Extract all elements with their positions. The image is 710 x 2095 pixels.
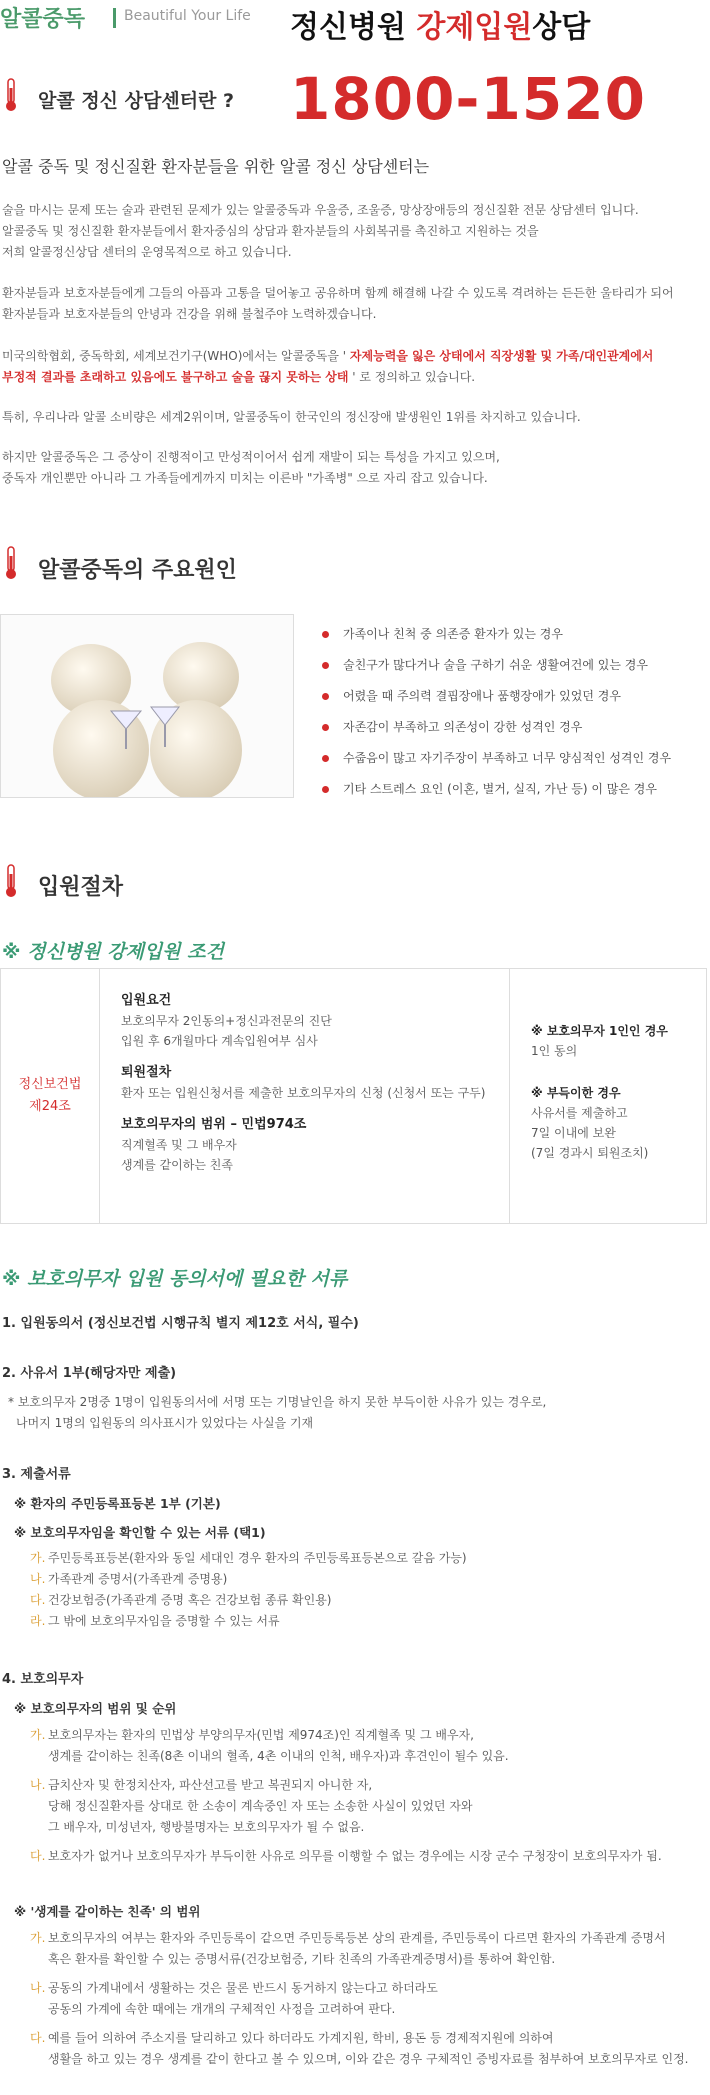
list-item: 가. 주민등록표등본(환자와 동일 세대인 경우 환자의 주민등록표등본으로 갈음 가능) bbox=[30, 1551, 467, 1565]
doc-item-3-sub1: ※ 환자의 주민등록표등본 1부 (기본) bbox=[14, 1496, 221, 1511]
law-cell: 정신보건법 제24조 bbox=[1, 969, 100, 1223]
doc-item-4: 4. 보호의무자 bbox=[2, 1672, 84, 1687]
middle-cell: 입원요건 보호의무자 2인동의+정신과전문의 진단 입원 후 6개월마다 계속입원여부 심사 퇴원절차 환자 또는 입원신청서를 제출한 보호의무자의 신청 (신청서 또는 구두) 보호의무자의 범위 – 민법974조 직계혈족 및 그 배우자 생계를 같이하는 친족 bbox=[99, 969, 510, 1223]
intro-paragraph-4: 특히, 우리나라 알콜 소비량은 세계2위이며, 알콜중독이 한국인의 정신장애 발생원인 1위를 차지하고 있습니다. bbox=[2, 410, 581, 424]
list-item: 자존감이 부족하고 의존성이 강한 성격인 경우 bbox=[322, 712, 710, 743]
header bbox=[0, 0, 710, 45]
doc-item-4-sub2: ※ '생계를 같이하는 친족' 의 범위 bbox=[14, 1904, 201, 1919]
intro-paragraph-3: 미국의학협회, 중독학회, 세계보건기구(WHO)에서는 알콜중독을 ' 자제능력을 잃은 상태에서 직장생활 및 가족/대인관계에서 부정적 결과를 초래하고 있음에도 불구하고 술을 끊지 못하는 상태 ' 로 정의하고 있습니다. bbox=[2, 349, 654, 384]
list-item: 나. 가족관계 증명서(가족관계 증명용) bbox=[30, 1572, 228, 1586]
condition-title: ※ 정신병원 강제입원 조건 bbox=[2, 941, 224, 963]
doc-item-3: 3. 제출서류 bbox=[2, 1467, 71, 1482]
phone-number[interactable]: 1800-1520 bbox=[290, 65, 646, 133]
intro-paragraph-2: 환자분들과 보호자분들에게 그들의 아픔과 고통을 덜어놓고 공유하며 함께 해결해 나갈 수 있도록 격려하는 든든한 울타리가 되어 환자분들과 보호자분들의 안녕과 건강을 위해 불철주야 노력하겠습니다. bbox=[2, 286, 674, 321]
thermometer-icon bbox=[4, 78, 18, 112]
doc-item-2-note: * 보호의무자 2명중 1명이 입원동의서에 서명 또는 기명날인을 하지 못한 부득이한 사유가 있는 경우로, 나머지 1명의 입원동의 의사표시가 있었다는 사실을 기재 bbox=[8, 1395, 547, 1430]
list-item: 다. 건강보험증(가족관계 증명 혹은 건강보험 종류 확인용) bbox=[30, 1593, 332, 1607]
list-item: 나. 금치산자 및 한정치산자, 파산선고를 받고 복권되지 아니한 자, 당해 정신질환자를 상대로 한 소송이 계속중인 자 또는 소송한 사실이 있었던 자와 그 배우자, 미성년자, 행방불명자는 보호의무자가 될 수 없음. bbox=[30, 1778, 473, 1834]
intro-lead: 알콜 중독 및 정신질환 환자분들을 위한 알콜 정신 상담센터는 bbox=[2, 157, 430, 176]
docs-title: ※ 보호의무자 입원 동의서에 필요한 서류 bbox=[2, 1268, 348, 1290]
brand-logo: 알콜중독 bbox=[0, 7, 86, 32]
list-item: 술친구가 많다거나 술을 구하기 쉬운 생활여건에 있는 경우 bbox=[322, 650, 710, 681]
doc-item-3-sub2: ※ 보호의무자임을 확인할 수 있는 서류 (택1) bbox=[14, 1525, 266, 1540]
list-item: 다. 예를 들어 의하여 주소지를 달리하고 있다 하더라도 가계지원, 학비, 용돈 등 경제적지원에 의하여 생활을 하고 있는 경우 생계를 같이 한다고 볼 수 있으며, 이와 같은 경우 구체적인 증빙자료를 첨부하여 보호의무자로 인정. bbox=[30, 2031, 689, 2066]
list-item: 나. 공동의 가계내에서 생활하는 것은 물론 반드시 동거하지 않는다고 하더라도 공동의 가계에 속한 때에는 개개의 구체적인 사정을 고려하여 판다. bbox=[30, 1981, 438, 2016]
intro-paragraph-1: 술을 마시는 문제 또는 술과 관련된 문제가 있는 알콜중독과 우울증, 조울증, 망상장애등의 정신질환 전문 상담센터 입니다. 알콜중독 및 정신질환 환자분들에서 환자중심의 상담과 환자분들의 사회복귀를 촉진하고 지원하는 것을 저희 알콜정신상담 센터의 운영목적으로 하고 있습니다. bbox=[2, 203, 639, 259]
list-item: 가. 보호의무자는 환자의 민법상 부양의무자(민법 제974조)인 직계혈족 및 그 배우자, 생계를 같이하는 친족(8촌 이내의 혈족, 4촌 이내의 인척, 배우자)과 후견인이 될수 있음. bbox=[30, 1728, 509, 1763]
doc-item-2: 2. 사유서 1부(해당자만 제출) bbox=[2, 1366, 177, 1381]
headline-part2: 상담 bbox=[532, 10, 591, 45]
list-item: 다. 보호자가 없거나 보호의무자가 부득이한 사유로 의무를 이행할 수 없는 경우에는 시장 군수 구청장이 보호의무자가 됨. bbox=[30, 1849, 662, 1863]
condition-table bbox=[0, 968, 707, 1224]
doc-item-4-sub1: ※ 보호의무자의 범위 및 순위 bbox=[14, 1701, 177, 1716]
procedure-title: 입원절차 bbox=[38, 875, 124, 900]
doc-item-4-list2 bbox=[30, 1928, 705, 2070]
toast-illustration bbox=[0, 614, 294, 798]
causes-list bbox=[322, 619, 710, 805]
headline bbox=[290, 2, 590, 46]
headline-red: 강제입원 bbox=[416, 10, 533, 45]
list-item: 가. 보호의무자의 여부는 환자와 주민등록이 같으면 주민등록등본 상의 관계를, 주민등록이 다르면 환자의 가족관계 증명서 혹은 환자를 확인할 수 있는 증명서류(건강보험증, 기타 친족의 가족관계증명서)를 통하여 확인함. bbox=[30, 1931, 666, 1966]
list-item: 어렸을 때 주의력 결핍장애나 품행장애가 있었던 경우 bbox=[322, 681, 710, 712]
causes-title: 알콜중독의 주요원인 bbox=[38, 558, 237, 583]
doc-item-4-list bbox=[30, 1725, 705, 1867]
toast-figures-icon bbox=[1, 615, 293, 797]
list-item: 수줍음이 많고 자기주장이 부족하고 너무 양심적인 성격인 경우 bbox=[322, 743, 710, 774]
thermometer-icon bbox=[4, 546, 18, 580]
brand-tagline: Beautiful Your Life bbox=[124, 8, 251, 24]
thermometer-icon bbox=[4, 864, 18, 898]
list-item: 가족이나 친척 중 의존증 환자가 있는 경우 bbox=[322, 619, 710, 650]
doc-item-3-list bbox=[30, 1548, 467, 1632]
brand-divider bbox=[113, 8, 116, 28]
intro-title: 알콜 정신 상담센터란 ? bbox=[38, 90, 235, 112]
doc-item-1: 1. 입원동의서 (정신보건법 시행규칙 별지 제12호 서식, 필수) bbox=[2, 1316, 359, 1331]
intro-paragraph-5: 하지만 알콜중독은 그 증상이 진행적이고 만성적이어서 쉽게 재발이 되는 특성을 가지고 있으며, 중독자 개인뿐만 아니라 그 가족들에게까지 미치는 이른바 "가족병" 으로 자리 잡고 있습니다. bbox=[2, 450, 500, 485]
headline-part1: 정신병원 bbox=[290, 10, 417, 45]
list-item: 라. 그 밖에 보호의무자임을 증명할 수 있는 서류 bbox=[30, 1614, 280, 1628]
list-item: 기타 스트레스 요인 (이혼, 별거, 실직, 가난 등) 이 많은 경우 bbox=[322, 774, 710, 805]
right-cell: ※ 보호의무자 1인인 경우 1인 동의 ※ 부득이한 경우 사유서를 제출하고 7일 이내에 보완 (7일 경과시 퇴원조치) bbox=[531, 1024, 668, 1160]
